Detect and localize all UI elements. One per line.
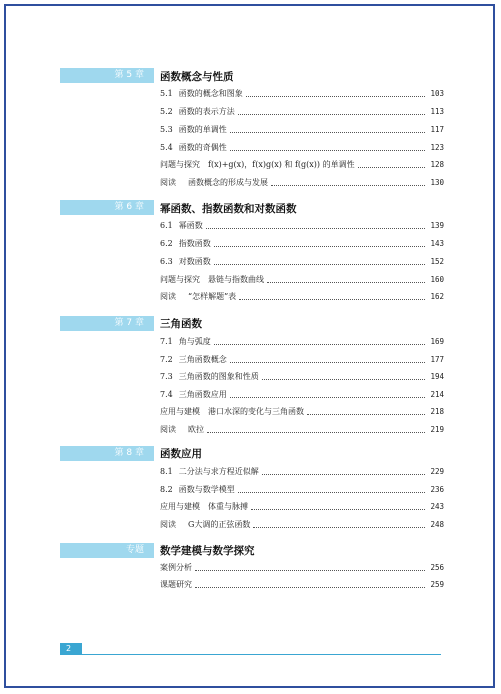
section-title: 函数的单调性	[178, 125, 227, 134]
chapter-tag: 专题	[60, 543, 154, 558]
section-number: 应用与建模	[160, 407, 200, 416]
section-title: 幂函数	[178, 221, 203, 230]
toc-entry[interactable]	[160, 406, 444, 418]
section-title: 函数的奇偶性	[178, 143, 227, 152]
section-number: 5.1	[160, 89, 173, 98]
section-title: 函数的表示方法	[178, 107, 235, 116]
dot-leader	[230, 150, 425, 151]
section-number: 5.4	[160, 143, 173, 152]
section-number: 应用与建模	[160, 502, 200, 511]
toc-entry[interactable]	[160, 177, 444, 189]
toc-entry[interactable]	[160, 291, 444, 303]
section-title: 二分法与求方程近似解	[178, 467, 259, 476]
dot-leader	[214, 246, 425, 247]
dot-leader	[271, 185, 425, 186]
section-number: 5.3	[160, 125, 173, 134]
toc-entry[interactable]	[160, 501, 444, 513]
page-number: 177	[430, 355, 444, 364]
toc-entry[interactable]	[160, 336, 444, 348]
toc-entry[interactable]	[160, 424, 444, 436]
page-number: 130	[430, 178, 444, 187]
dot-leader	[230, 362, 425, 363]
section-number: 6.3	[160, 257, 173, 266]
chapter-tag: 第 5 章	[60, 68, 154, 83]
toc-entry[interactable]	[160, 220, 444, 232]
section-title: 指数函数	[178, 239, 211, 248]
dot-leader	[246, 96, 425, 97]
chapter-title: 幂函数、指数函数和对数函数	[160, 203, 297, 215]
toc-entry[interactable]	[160, 124, 444, 136]
section-number: 阅读	[160, 178, 176, 187]
dot-leader	[230, 132, 425, 133]
page-number: 214	[430, 390, 444, 399]
dot-leader	[195, 570, 425, 571]
toc-entry[interactable]	[160, 389, 444, 401]
page-number: 152	[430, 257, 444, 266]
chapter-title: 三角函数	[160, 318, 202, 330]
section-title: 案例分析	[160, 563, 192, 572]
section-title: 函数与数学模型	[178, 485, 235, 494]
section-title: 三角函数概念	[178, 355, 227, 364]
page-number: 143	[430, 239, 444, 248]
section-number: 7.3	[160, 372, 173, 381]
page-number: 160	[430, 275, 444, 284]
page-number: 218	[430, 407, 444, 416]
dot-leader	[262, 474, 425, 475]
section-number: 7.4	[160, 390, 173, 399]
page-number: 229	[430, 467, 444, 476]
section-title: 对数函数	[178, 257, 211, 266]
dot-leader	[207, 432, 425, 433]
chapter-title: 数学建模与数学探究	[160, 545, 255, 557]
page-number: 103	[430, 89, 444, 98]
section-title: 港口水深的变化与三角函数	[208, 407, 304, 416]
chapter-title: 函数概念与性质	[160, 71, 234, 83]
chapter-tag: 第 7 章	[60, 316, 154, 331]
toc-entry[interactable]	[160, 466, 444, 478]
toc-entry[interactable]	[160, 562, 444, 574]
section-title: “怎样解题”表	[188, 292, 237, 301]
section-title: 课题研究	[160, 580, 192, 589]
section-number: 7.1	[160, 337, 173, 346]
page-number: 128	[430, 160, 444, 169]
section-title: 体重与脉搏	[208, 502, 248, 511]
toc-entry[interactable]	[160, 159, 444, 171]
dot-leader	[230, 397, 425, 398]
section-number: 7.2	[160, 355, 173, 364]
section-title: 三角函数的图象和性质	[178, 372, 259, 381]
toc-entry[interactable]	[160, 354, 444, 366]
page-number: 117	[430, 125, 444, 134]
section-title: 角与弧度	[178, 337, 211, 346]
footer-page-number: 2	[60, 643, 82, 654]
page-number: 162	[430, 292, 444, 301]
section-number: 5.2	[160, 107, 173, 116]
toc-entry[interactable]	[160, 142, 444, 154]
page-number: 219	[430, 425, 444, 434]
dot-leader	[253, 527, 425, 528]
dot-leader	[358, 167, 425, 168]
section-number: 6.2	[160, 239, 173, 248]
chapter-tag: 第 8 章	[60, 446, 154, 461]
section-title: 悬链与指数曲线	[208, 275, 264, 284]
section-number: 阅读	[160, 292, 176, 301]
toc-entry[interactable]	[160, 579, 444, 591]
page-number: 248	[430, 520, 444, 529]
dot-leader	[307, 414, 425, 415]
toc-entry[interactable]	[160, 484, 444, 496]
toc-entry[interactable]	[160, 106, 444, 118]
dot-leader	[206, 228, 425, 229]
section-number: 8.2	[160, 485, 173, 494]
section-title: 欧拉	[188, 425, 204, 434]
footer-rule	[60, 643, 441, 655]
page-number: 236	[430, 485, 444, 494]
section-number: 问题与探究	[160, 275, 200, 284]
toc-entry[interactable]	[160, 371, 444, 383]
section-title: G大调的正弦函数	[188, 520, 251, 529]
dot-leader	[267, 282, 425, 283]
section-number: 8.1	[160, 467, 173, 476]
section-number: 阅读	[160, 520, 176, 529]
toc-entry[interactable]	[160, 256, 444, 268]
dot-leader	[238, 492, 425, 493]
page-number: 169	[430, 337, 444, 346]
page-number: 256	[430, 563, 444, 572]
dot-leader	[238, 114, 425, 115]
chapter-tag: 第 6 章	[60, 200, 154, 215]
section-title: 函数的概念和图象	[178, 89, 243, 98]
page-number: 259	[430, 580, 444, 589]
section-title: f(x)+g(x)，f(x)g(x) 和 f(g(x)) 的单调性	[208, 160, 355, 169]
dot-leader	[214, 344, 425, 345]
dot-leader	[239, 299, 425, 300]
toc-entry[interactable]	[160, 238, 444, 250]
toc-entry[interactable]	[160, 519, 444, 531]
dot-leader	[195, 587, 425, 588]
page-number: 243	[430, 502, 444, 511]
page-number: 139	[430, 221, 444, 230]
dot-leader	[251, 509, 425, 510]
chapter-title: 函数应用	[160, 448, 202, 460]
toc-entry[interactable]	[160, 88, 444, 100]
section-title: 函数概念的形成与发展	[188, 178, 268, 187]
section-number: 问题与探究	[160, 160, 200, 169]
dot-leader	[214, 264, 425, 265]
dot-leader	[262, 379, 425, 380]
section-number: 阅读	[160, 425, 176, 434]
section-title: 三角函数应用	[178, 390, 227, 399]
page-number: 113	[430, 107, 444, 116]
page-number: 194	[430, 372, 444, 381]
toc-entry[interactable]	[160, 274, 444, 286]
page-number: 123	[430, 143, 444, 152]
section-number: 6.1	[160, 221, 173, 230]
